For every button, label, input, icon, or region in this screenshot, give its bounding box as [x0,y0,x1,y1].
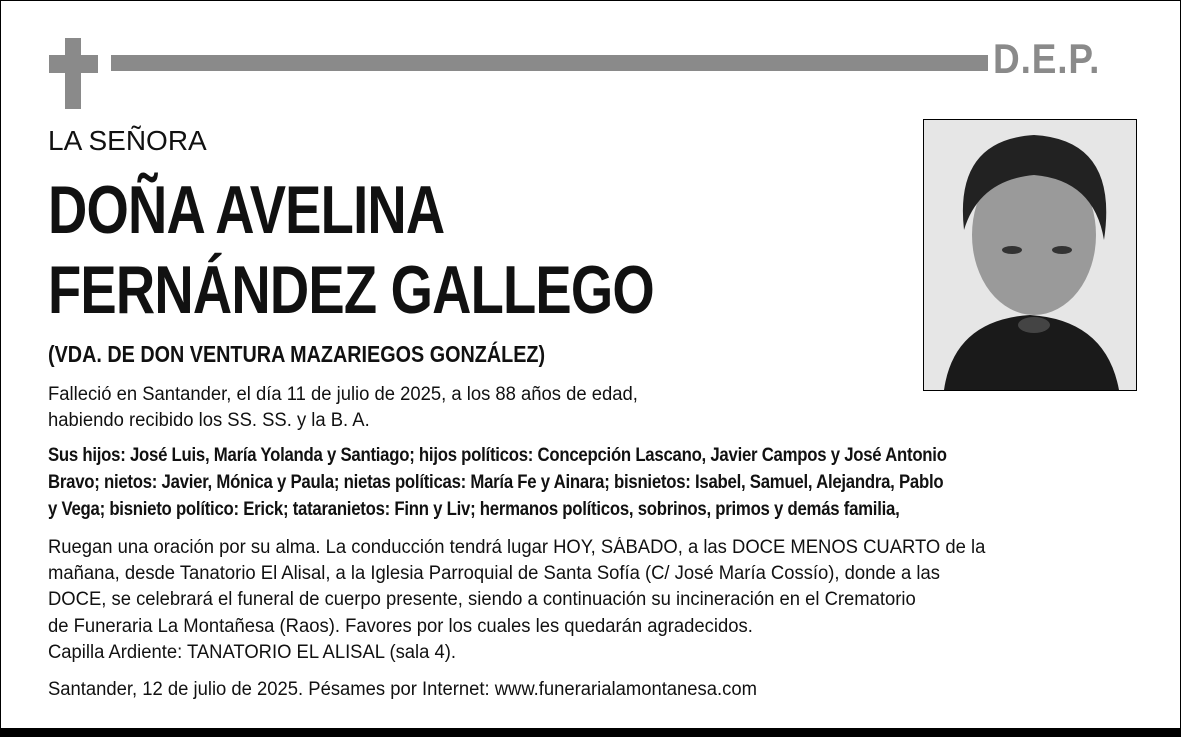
dep-label: D.E.P. [993,35,1101,82]
ceremony-line: DOCE, se celebrará el funeral de cuerpo presente, siendo a continuación su incineración en el Crematorio [48,589,916,610]
header-rule [111,55,988,71]
death-info-line: Falleció en Santander, el día 11 de julio de 2025, a los 88 años de edad, [48,384,638,405]
deceased-name-line-1: DOÑA AVELINA [48,172,445,248]
cross-icon [65,38,81,109]
bottom-border [1,728,1180,737]
ceremony-line: Capilla Ardiente: TANATORIO EL ALISAL (sala 4). [48,642,457,663]
family-line: Bravo; nietos: Javier, Mónica y Paula; nietas políticas: María Fe y Ainara; bisnietos: Isabel, Samuel, Alejandra, Pablo [48,471,944,493]
widow-of: (VDA. DE DON VENTURA MAZARIEGOS GONZÁLEZ) [48,341,546,367]
death-info-line: habiendo recibido los SS. SS. y la B. A. [48,410,370,431]
ceremony-line: Ruegan una oración por su alma. La conducción tendrá lugar HOY, SÁBADO, a las DOCE MENOS CUARTO de la [48,537,986,558]
portrait-photo [923,119,1137,391]
ceremony-line: mañana, desde Tanatorio El Alisal, a la Iglesia Parroquial de Santa Sofía (C/ José María Cossío), donde a las [48,563,940,584]
family-line: y Vega; bisnieto político: Erick; tataranietos: Finn y Liv; hermanos políticos, sobrinos, primos y demás familia, [48,498,900,520]
prefix-title: LA SEÑORA [48,125,207,156]
cross-icon-arm [49,55,98,73]
ceremony-line: de Funeraria La Montañesa (Raos). Favores por los cuales les quedarán agradecidos. [48,616,753,637]
footer-line: Santander, 12 de julio de 2025. Pésames por Internet: www.funerarialamontanesa.com [48,679,757,700]
deceased-name-line-2: FERNÁNDEZ GALLEGO [48,252,654,328]
family-line: Sus hijos: José Luis, María Yolanda y Santiago; hijos políticos: Concepción Lascano, Javier Campos y José Antonio [48,444,947,466]
